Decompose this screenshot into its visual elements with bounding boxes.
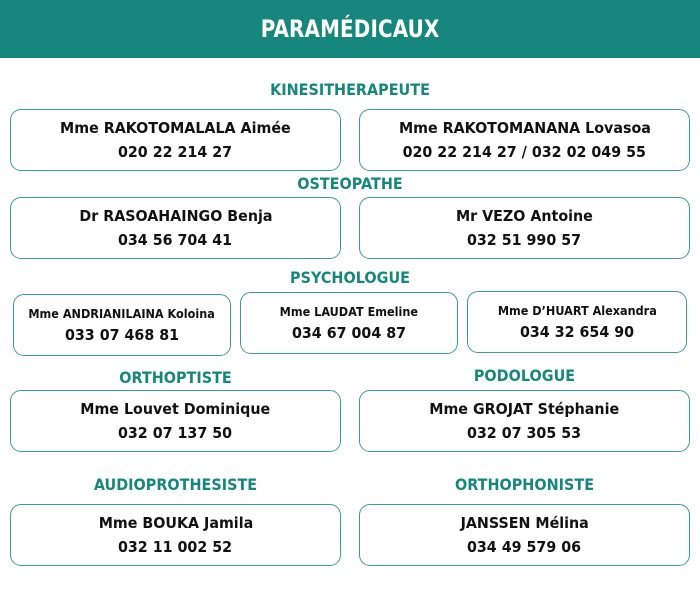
contact-card <box>467 291 687 353</box>
contact-phone: 032 51 990 57 <box>467 231 582 249</box>
contact-name: Mme Louvet Dominique <box>80 400 271 418</box>
contact-phone: 033 07 468 81 <box>64 326 180 344</box>
contact-card <box>359 109 690 171</box>
contact-name: Mme GROJAT Stéphanie <box>429 400 620 418</box>
contact-phone: 020 22 214 27 / 032 02 049 55 <box>402 143 647 161</box>
contact-phone: 034 49 579 06 <box>467 538 582 556</box>
contact-card <box>359 390 690 452</box>
contact-name: Dr RASOAHAINGO Benja <box>78 207 273 225</box>
contact-name: Mme ANDRIANILAINA Koloina <box>28 306 216 321</box>
page-title: PARAMÉDICAUX <box>260 15 440 43</box>
section-title-audioprothesiste: AUDIOPROTHESISTE <box>93 475 258 494</box>
contact-phone: 032 07 305 53 <box>467 424 582 442</box>
contact-phone: 034 32 654 90 <box>519 323 635 341</box>
contact-card <box>359 504 690 566</box>
contact-card <box>359 197 690 259</box>
contact-card <box>10 197 341 259</box>
page-header <box>0 0 700 58</box>
contact-card <box>240 292 458 354</box>
contact-name: Mr VEZO Antoine <box>456 207 593 225</box>
contact-name: Mme RAKOTOMALALA Aimée <box>60 119 291 137</box>
section-title-orthophoniste: ORTHOPHONISTE <box>454 475 595 494</box>
contact-card <box>10 109 341 171</box>
contact-card <box>10 504 341 566</box>
contact-card <box>10 390 341 452</box>
section-title-psychologue: PSYCHOLOGUE <box>290 268 410 287</box>
contact-phone: 032 07 137 50 <box>118 424 233 442</box>
section-title-orthoptiste: ORTHOPTISTE <box>119 368 232 387</box>
contact-phone: 034 56 704 41 <box>118 231 233 249</box>
contact-phone: 020 22 214 27 <box>118 143 233 161</box>
contact-name: Mme BOUKA Jamila <box>98 514 253 532</box>
contact-phone: 032 11 002 52 <box>118 538 233 556</box>
section-title-osteopathe: OSTEOPATHE <box>297 174 403 193</box>
contact-name: Mme RAKOTOMANANA Lovasoa <box>398 119 651 137</box>
section-title-kinesitherapeute: KINESITHERAPEUTE <box>270 80 430 99</box>
contact-name: Mme LAUDAT Emeline <box>279 304 419 319</box>
contact-name: JANSSEN Mélina <box>460 514 589 532</box>
contact-card <box>13 294 231 356</box>
contact-name: Mme D’HUART Alexandra <box>497 303 657 318</box>
contact-phone: 034 67 004 87 <box>291 324 407 342</box>
section-title-podologue: PODOLOGUE <box>473 366 576 385</box>
